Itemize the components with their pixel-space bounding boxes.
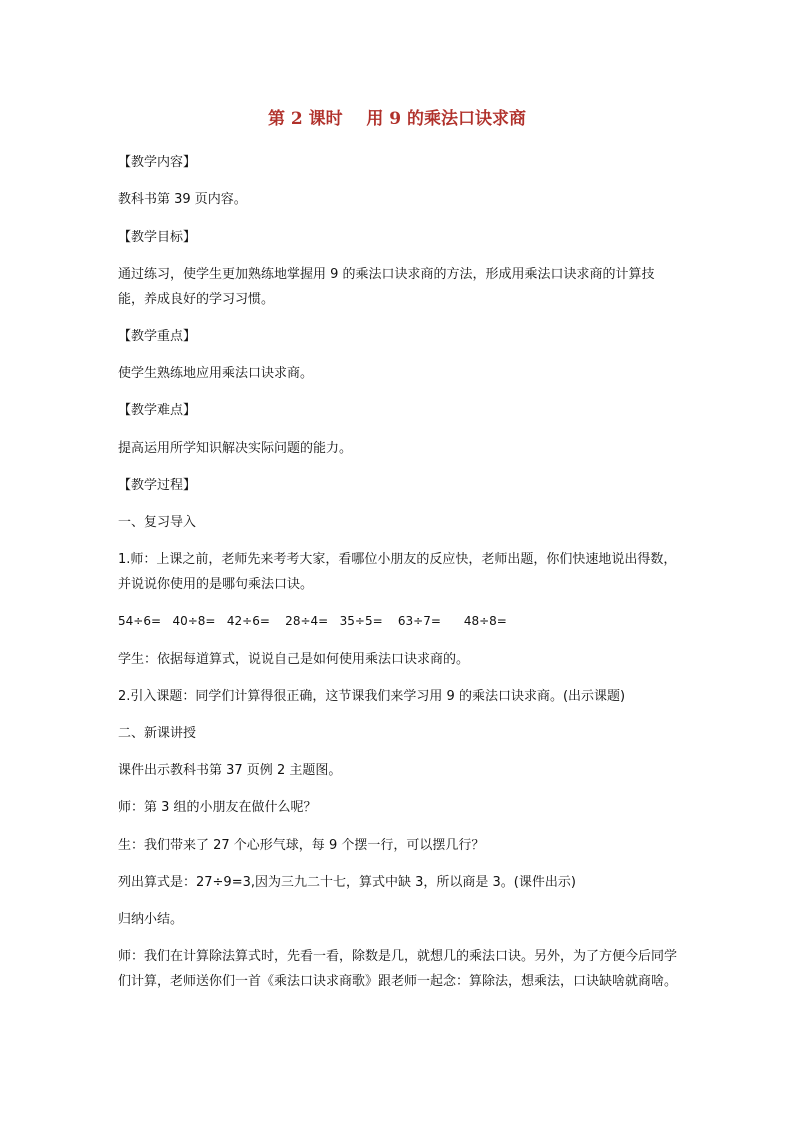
part2-heading: 二、新课讲授 xyxy=(118,726,197,741)
teaching-process-heading: 【教学过程】 xyxy=(118,478,197,493)
courseware-text: 课件出示教科书第 37 页例 2 主题图。 xyxy=(118,763,342,778)
summary-text: 归纳小结。 xyxy=(118,912,184,927)
teaching-key-heading: 【教学重点】 xyxy=(118,329,197,344)
lesson-title: 第 2 课时 用 9 的乘法口诀求商 xyxy=(267,109,526,129)
teacher-final-text: 师：我们在计算除法算式时，先看一看，除数是几，就想几的乘法口诀。另外，为了方便今后同学们计算，老师送你们一首《乘法口诀求商歌》跟老师一起念：算除法，想乘法，口诀缺啥就商啥。 xyxy=(118,949,678,989)
teaching-goal-heading: 【教学目标】 xyxy=(118,230,197,245)
teaching-goal-text: 通过练习，使学生更加熟练地掌握用 9 的乘法口诀求商的方法，形成用乘法口诀求商的计算技能，养成良好的学习习惯。 xyxy=(118,267,655,307)
teaching-key-text: 使学生熟练地应用乘法口诀求商。 xyxy=(118,366,314,381)
review-item-1: 1.师：上课之前，老师先来考考大家，看哪位小朋友的反应快，老师出题，你们快速地说出得数，并说说你使用的是哪句乘法口诀。 xyxy=(118,552,677,592)
review-item-2: 2.引入课题：同学们计算得很正确，这节课我们来学习用 9 的乘法口诀求商。(出示课题) xyxy=(118,689,626,704)
teacher-question: 师：第 3 组的小朋友在做什么呢？ xyxy=(118,800,317,815)
teaching-content-heading: 【教学内容】 xyxy=(118,155,197,170)
student-response: 学生：依据每道算式，说说自己是如何使用乘法口诀求商的。 xyxy=(118,652,470,667)
teaching-difficulty-text: 提高运用所学知识解决实际问题的能力。 xyxy=(118,441,353,456)
part1-heading: 一、复习导入 xyxy=(118,515,197,530)
teaching-content-text: 教科书第 39 页内容。 xyxy=(118,192,247,207)
division-equations: 54÷6= 40÷8= 42÷6= 28÷4= 35÷5= 63÷7= 48÷8= xyxy=(118,614,507,628)
student-answer: 生：我们带来了 27 个心形气球，每 9 个摆一行，可以摆几行？ xyxy=(118,838,485,853)
teaching-difficulty-heading: 【教学难点】 xyxy=(118,403,197,418)
formula-text: 列出算式是：27÷9=3,因为三九二十七，算式中缺 3，所以商是 3。(课件出示) xyxy=(118,875,576,890)
